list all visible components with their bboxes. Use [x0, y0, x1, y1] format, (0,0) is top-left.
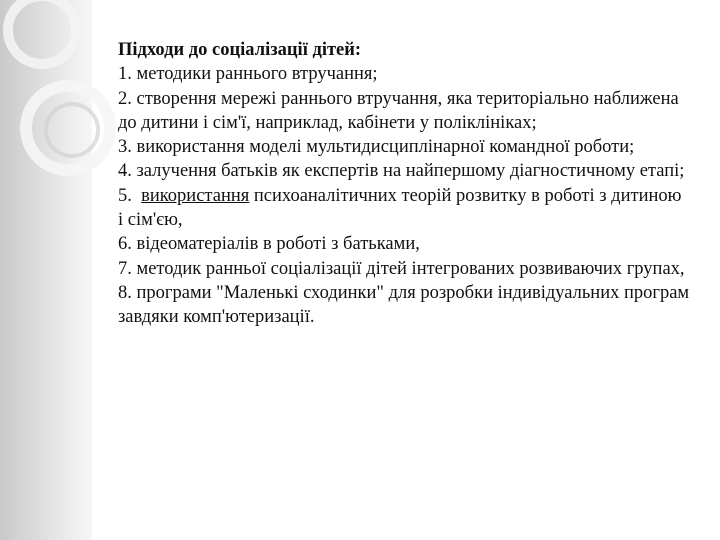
slide-content: [118, 38, 690, 330]
list-item: 3. використання моделі мультидисциплінарної командної роботи;: [118, 137, 635, 158]
item-text: психоаналітичних теорій розвитку в роботі з дитиною і сім'єю,: [118, 185, 682, 231]
decorative-side-band: [0, 0, 92, 540]
list-item: 6. відеоматеріалів в роботі з батьками,: [118, 234, 420, 255]
hyperlink[interactable]: використання: [141, 185, 250, 206]
list-item: 1. методики раннього втручання;: [118, 64, 378, 85]
list-item: 8. програми "Маленькі сходинки" для розробки індивідуальних програм завдяки комп'ютеризації.: [118, 282, 690, 328]
list-item: [118, 184, 690, 233]
slide-heading: Підходи до соціалізації дітей:: [118, 40, 362, 60]
list-item: 7. методик ранньої соціалізації дітей інтегрованих розвиваючих групах,: [118, 258, 685, 279]
item-number: 5.: [118, 185, 132, 206]
list-item: 4. залучення батьків як експертів на найпершому діагностичному етапі;: [118, 161, 685, 182]
list-item: 2. створення мережі раннього втручання, яка територіально наближена до дитини і сім'ї, наприклад, кабінети у поліклініках;: [118, 88, 679, 133]
